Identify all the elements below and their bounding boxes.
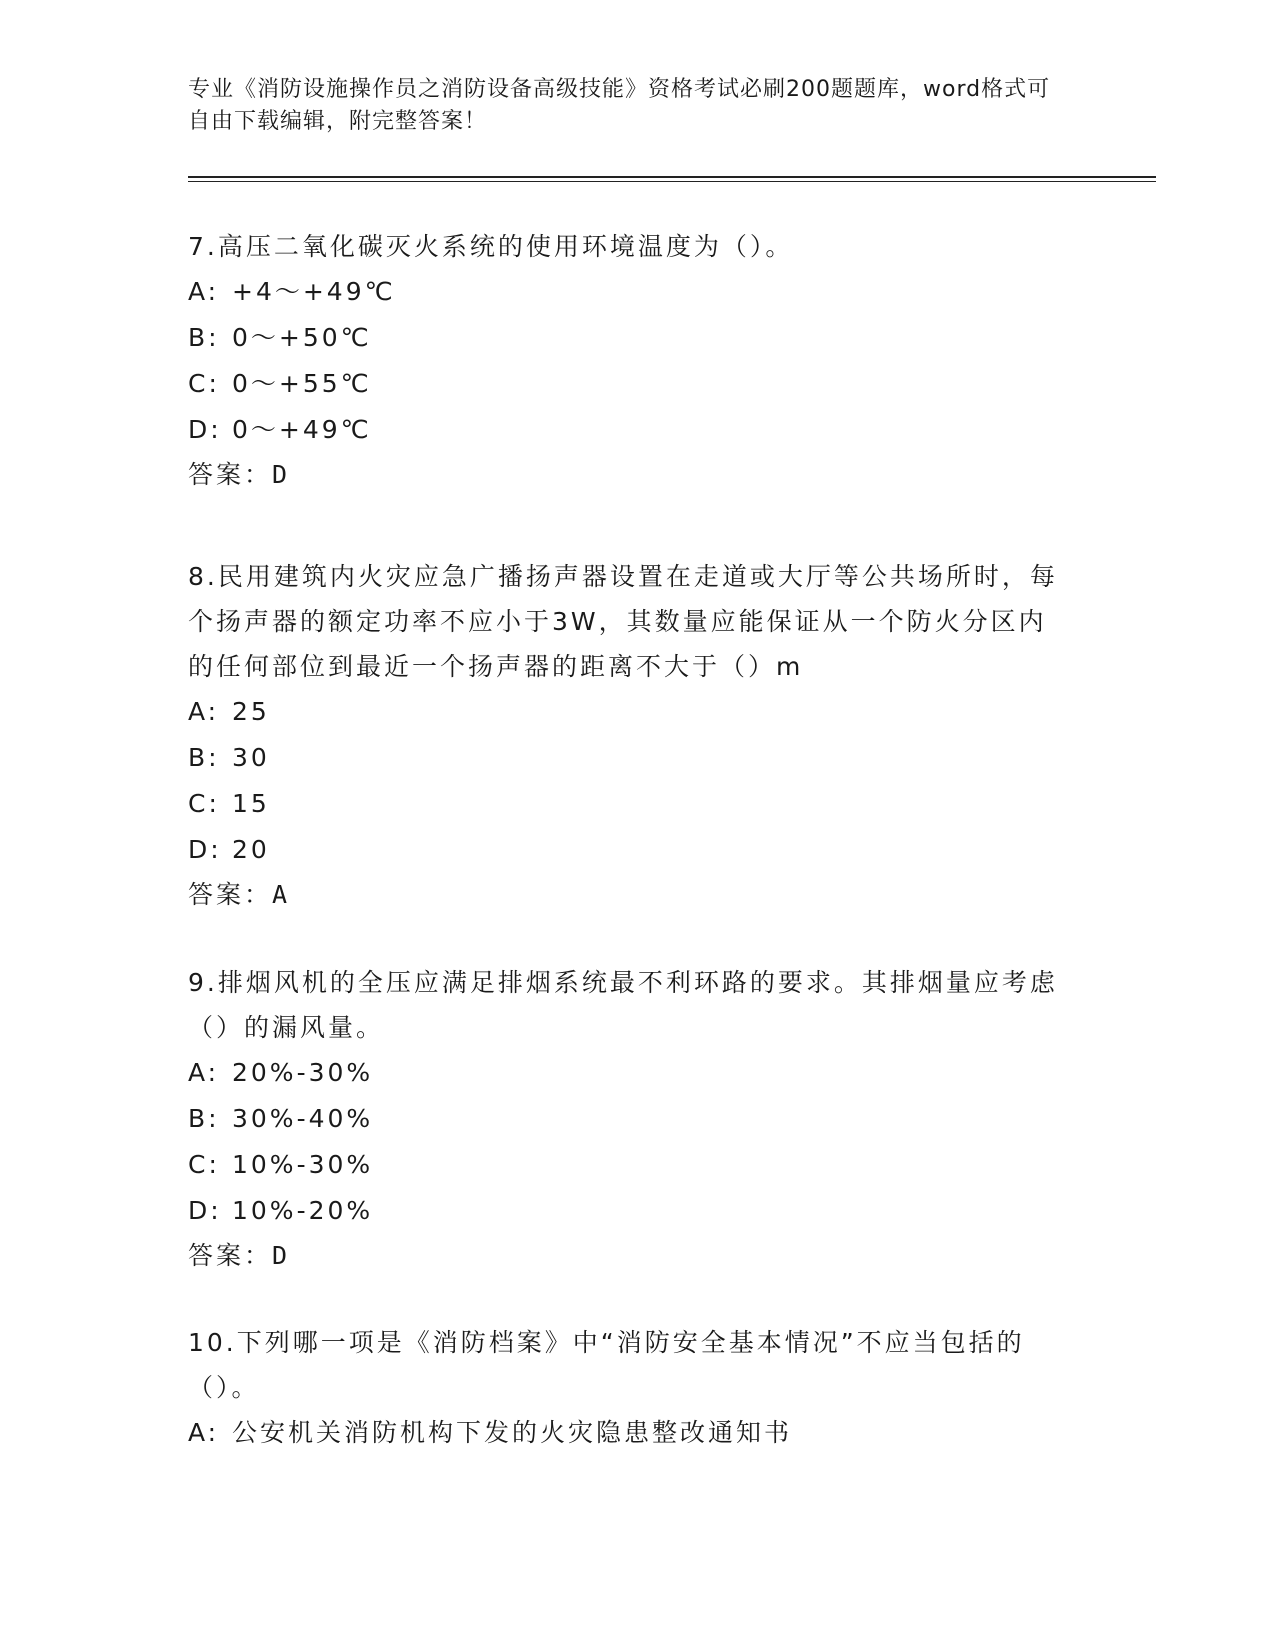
option-letter: B: — [188, 323, 220, 352]
answer-line — [188, 453, 1068, 497]
option-b — [188, 735, 1068, 781]
question-stem: 8.民用建筑内火灾应急广播扬声器设置在走道或大厅等公共场所时，每个扬声器的额定功率不应小于3W，其数量应能保证从一个防火分区内的任何部位到最近一个扬声器的距离不大于（）m — [188, 562, 1058, 681]
answer-line — [188, 873, 1068, 917]
option-c — [188, 781, 1068, 827]
option-letter: D: — [188, 415, 222, 444]
option-text: 10%-20% — [232, 1196, 374, 1225]
option-text: 0～+49℃ — [232, 415, 372, 444]
option-text: +4～+49℃ — [232, 277, 396, 306]
document-header: 专业《消防设施操作员之消防设备高级技能》资格考试必刷200题题库，word格式可自由下载编辑，附完整答案！ — [188, 77, 1051, 134]
option-letter: C: — [188, 369, 220, 398]
question-9 — [188, 960, 1068, 1278]
question-10 — [188, 1320, 1068, 1456]
option-b — [188, 315, 1068, 361]
option-d — [188, 827, 1068, 873]
option-c — [188, 361, 1068, 407]
option-letter: B: — [188, 1104, 220, 1133]
option-text: 20 — [232, 835, 270, 864]
question-8 — [188, 554, 1068, 917]
question-7 — [188, 224, 1068, 497]
header-divider — [188, 176, 1156, 182]
option-d — [188, 1188, 1068, 1234]
answer-line — [188, 1234, 1068, 1278]
answer-value: A — [272, 880, 289, 909]
option-text: 30%-40% — [232, 1104, 374, 1133]
option-text: 20%-30% — [232, 1058, 374, 1087]
question-stem: 9.排烟风机的全压应满足排烟系统最不利环路的要求。其排烟量应考虑（）的漏风量。 — [188, 968, 1058, 1042]
answer-label: 答案： — [188, 880, 273, 909]
option-text: 0～+55℃ — [232, 369, 372, 398]
option-text: 公安机关消防机构下发的火灾隐患整改通知书 — [232, 1418, 793, 1447]
answer-value: D — [272, 1241, 289, 1270]
option-c — [188, 1142, 1068, 1188]
option-text: 10%-30% — [232, 1150, 374, 1179]
option-a — [188, 269, 1068, 315]
question-stem: 10.下列哪一项是《消防档案》中“消防安全基本情况”不应当包括的（）。 — [188, 1328, 1025, 1402]
option-letter: D: — [188, 835, 222, 864]
answer-label: 答案： — [188, 460, 273, 489]
option-a — [188, 1050, 1068, 1096]
question-stem: 7.高压二氧化碳灭火系统的使用环境温度为（）。 — [188, 232, 794, 261]
option-letter: A: — [188, 277, 220, 306]
answer-label: 答案： — [188, 1241, 273, 1270]
option-letter: B: — [188, 743, 220, 772]
option-text: 0～+50℃ — [232, 323, 372, 352]
answer-value: D — [272, 460, 289, 489]
option-letter: C: — [188, 1150, 220, 1179]
option-text: 15 — [232, 789, 270, 818]
option-a — [188, 1410, 1068, 1456]
option-a — [188, 689, 1068, 735]
option-letter: A: — [188, 1418, 220, 1447]
option-d — [188, 407, 1068, 453]
option-letter: A: — [188, 1058, 220, 1087]
option-letter: D: — [188, 1196, 222, 1225]
option-letter: C: — [188, 789, 220, 818]
option-text: 25 — [232, 697, 270, 726]
option-letter: A: — [188, 697, 220, 726]
option-b — [188, 1096, 1068, 1142]
option-text: 30 — [232, 743, 270, 772]
